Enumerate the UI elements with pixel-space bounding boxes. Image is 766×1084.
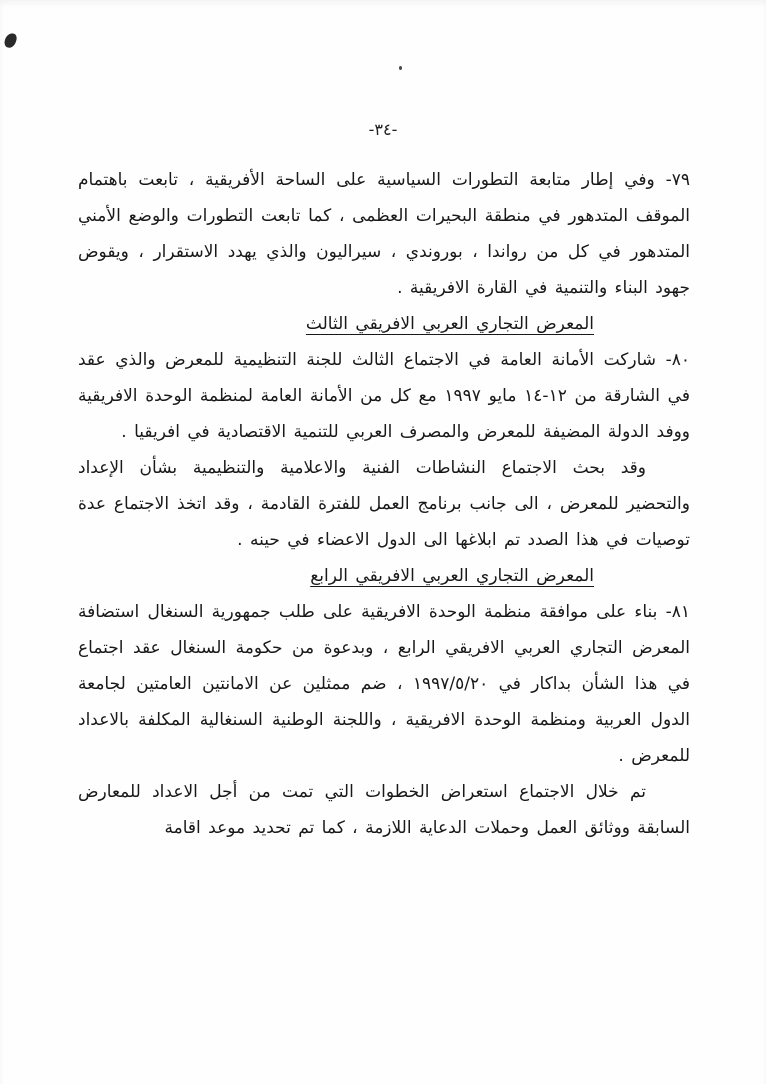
section-heading-fourth-arab-african-trade-fair: المعرض التجاري العربي الافريقي الرابع [310,566,594,586]
document-body [78,162,690,846]
scan-artifact-dot [399,66,402,70]
scan-artifact-blot [3,32,18,50]
paragraph-81: ٨١- بناء على موافقة منظمة الوحدة الافريقية على طلب جمهورية السنغال استضافة المعرض التجاري العربي الافريقي الرابع ، وبدعوة من حكومة السنغال عقد اجتماع في هذا الشأن بداكار في ١٩٩٧/٥/٢٠ ، ضم ممثلين عن الامانتين العامتين لجامعة الدول العربية ومنظمة الوحدة الافريقية ، واللجنة الوطنية السنغالية المكلفة بالاعداد للمعرض . [78,602,690,766]
paragraph-80: ٨٠- شاركت الأمانة العامة في الاجتماع الثالث للجنة التنظيمية للمعرض والذي عقد في الشارقة من ١٢-١٤ مايو ١٩٩٧ مع كل من الأمانة العامة لمنظمة الوحدة الافريقية ووفد الدولة المضيفة للمعرض والمصرف العربي للتنمية الاقتصادية في افريقيا . [78,350,690,442]
paragraph-81-continued: تم خلال الاجتماع استعراض الخطوات التي تمت من أجل الاعداد للمعارض السابقة ووثائق العمل وحملات الدعاية اللازمة ، كما تم تحديد موعد اقامة [78,782,690,838]
section-heading-third-arab-african-trade-fair: المعرض التجاري العربي الافريقي الثالث [305,314,594,334]
paragraph-80-continued: وقد بحث الاجتماع النشاطات الفنية والاعلامية والتنظيمية بشأن الإعداد والتحضير للمعرض ، الى جانب برنامج العمل للفترة القادمة ، وقد اتخذ الاجتماع عدة توصيات في هذا الصدد تم ابلاغها الى الدول الاعضاء في حينه . [78,458,690,550]
page-number: -٣٤- [368,120,398,139]
paragraph-79: ٧٩- وفي إطار متابعة التطورات السياسية على الساحة الأفريقية ، تابعت باهتمام الموقف المتدهور في منطقة البحيرات العظمى ، كما تابعت التطورات والوضع الأمني المتدهور في كل من رواندا ، بوروندي ، سيراليون والذي يهدد الاستقرار ، ويقوض جهود البناء والتنمية في القارة الافريقية . [78,170,690,298]
